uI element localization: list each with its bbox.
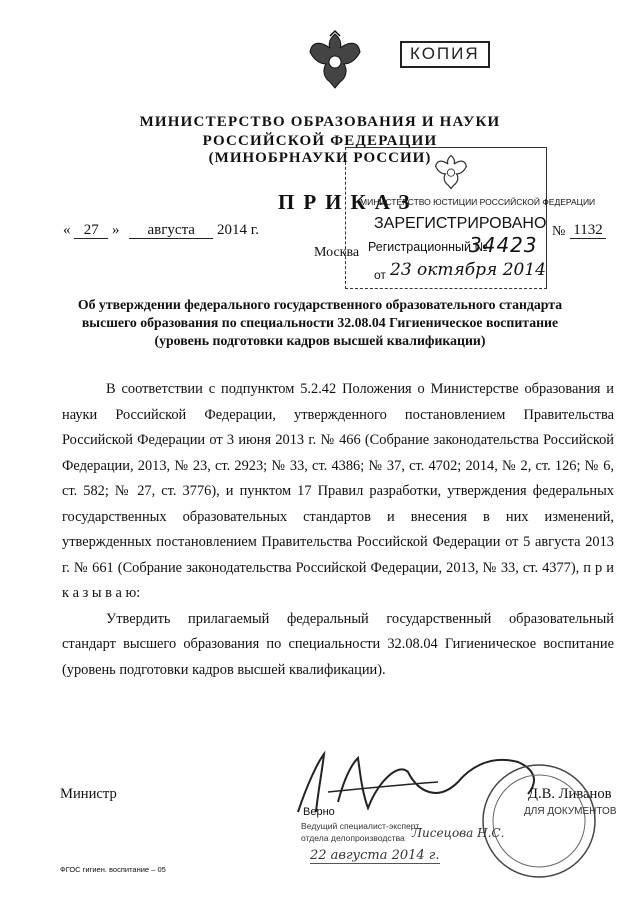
body-paragraph-1: В соответствии с подпунктом 5.2.42 Положения о Министерстве образования и науки Российской Федерации, утвержденного постановлением Правительства Российской Федерации от 3 июня 2013 г. № 466 (Собрание законодательства Российской Федерации, 2013, № 23, ст. 2923; № 33, ст. 4386; № 37, ст. 4702; 2014, № 2, ст. 126; № 6, ст. 582; № 27, ст. 3776), и пунктом 17 Правил разработки, утверждения федеральных государственных образовательных стандартов и внесения в них изменений, утвержденных постановлением Правительства Российской Федерации от 5 августа 2013 г. № 661 (Собрание законодательства Российской Федерации, 2013, № 33, ст. 4377), п р и к а з ы в а ю: [62,381,614,601]
date-close-quote: » [112,222,120,238]
subject-line-3: (уровень подготовки кадров высшей квалификации) [154,333,486,348]
order-body [62,377,614,683]
minister-position: Министр [60,786,117,802]
body-paragraph-2: Утвердить прилагаемый федеральный государственный образовательный стандарт высшего образования по специальности 32.08.04 Гигиеническое воспитание (уровень подготовки кадров высшей квалификации). [62,610,614,678]
stamp-reg-number-label: Регистрационный № [368,240,488,254]
subject-line-1: Об утверждении федерального государственного образовательного стандарта [77,297,563,312]
order-number-label: № [552,224,566,239]
date-year: 2014 г. [217,222,259,238]
stamp-ministry: МИНИСТЕРСТВО ЮСТИЦИИ РОССИЙСКОЙ ФЕДЕРАЦИИ [360,197,596,207]
certification-verno: Верно [303,806,335,818]
ministry-name [100,113,540,151]
coat-of-arms-emblem [308,30,362,92]
minister-name: Д.В. Ливанов [528,786,612,802]
order-date [63,222,259,239]
stamp-date-label: от [374,268,386,282]
stamp-reg-number-value: 34423 [469,233,538,257]
order-subject [60,296,580,350]
order-title: ПРИКАЗ [278,190,419,214]
date-month: августа [129,222,213,239]
ministry-line-2: РОССИЙСКОЙ ФЕДЕРАЦИИ [202,133,438,149]
date-open-quote: « [63,222,71,238]
order-number-value: 1132 [570,222,606,239]
date-day: 27 [74,222,108,239]
certification-position-2: отдела делопроизводства [301,833,405,843]
round-seal [480,762,617,880]
certification-position-1: Ведущий специалист-эксперт [301,821,420,831]
certification-date: 22 августа 2014 г. [310,848,440,863]
seal-text: ДЛЯ ДОКУМЕНТОВ [524,806,617,817]
subject-line-2: высшего образования по специальности 32.08.04 Гигиеническое воспитание [81,315,559,330]
stamp-registered: ЗАРЕГИСТРИРОВАНО [374,215,547,232]
copy-mark: КОПИЯ [400,41,490,68]
footer-note: ФГОС гигиен. воспитание – 05 [60,865,166,874]
certification-signer: Лисецова Н.С. [412,826,505,840]
stamp-date-value: 23 октября 2014 [390,260,546,280]
city: Москва [314,245,360,260]
stamp-eagle-icon [434,153,468,191]
ministry-line-1: МИНИСТЕРСТВО ОБРАЗОВАНИЯ И НАУКИ [139,114,501,130]
ministry-short-name: (МИНОБРНАУКИ РОССИИ) [208,150,432,166]
